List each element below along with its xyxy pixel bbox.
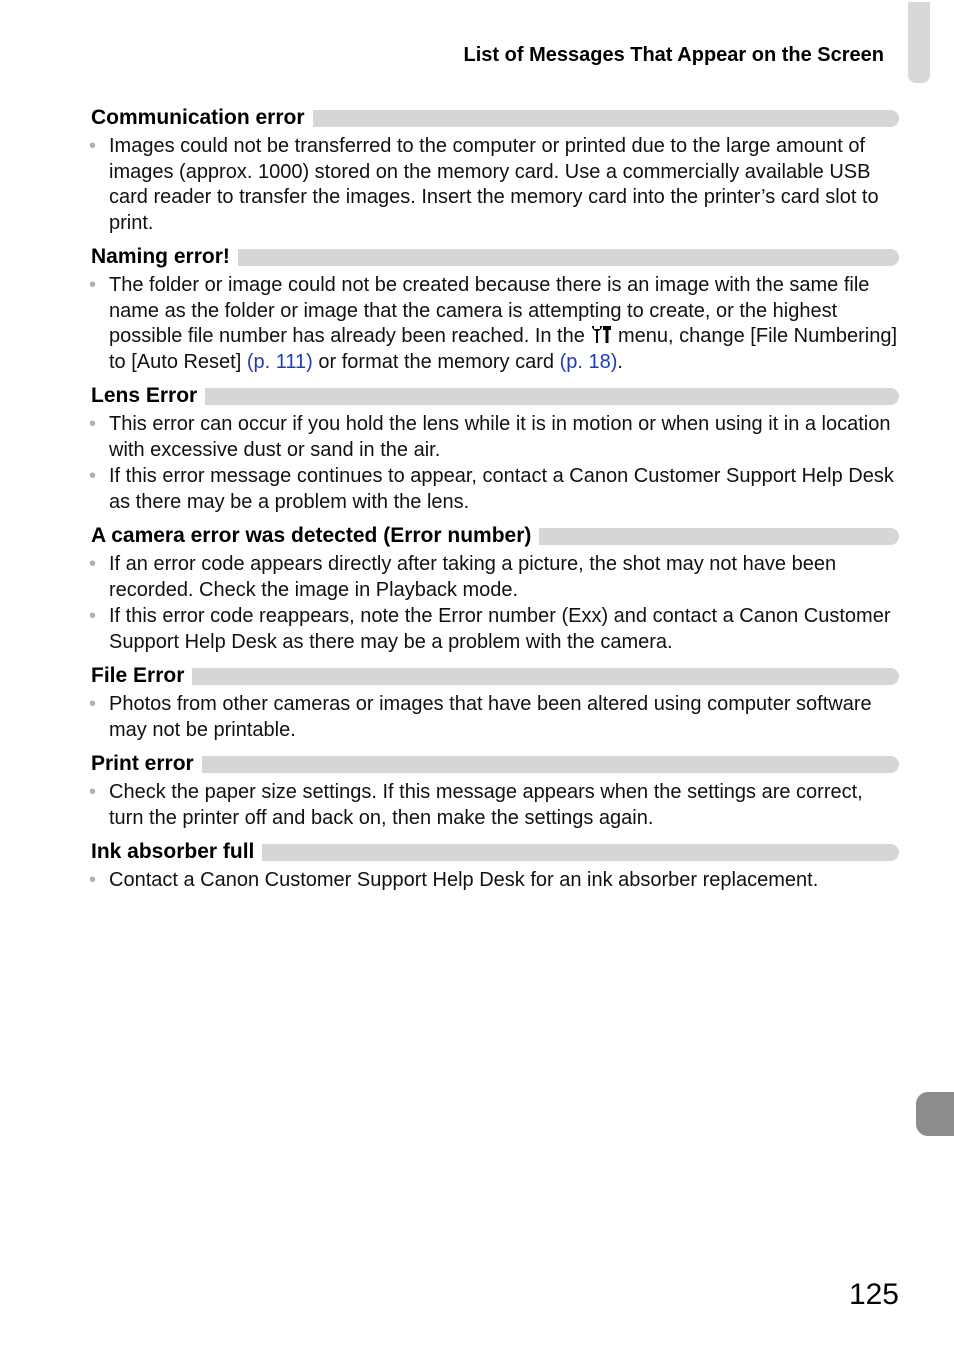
section-heading xyxy=(91,382,899,410)
section-communication-error xyxy=(91,104,899,243)
section-title: Communication error xyxy=(91,106,305,129)
section-heading xyxy=(91,750,899,778)
heading-bar xyxy=(313,110,899,127)
list-item: • Check the paper size settings. If this message appears when the settings are correct, turn the printer off and back on, then make the settings again. xyxy=(91,780,899,831)
message-list xyxy=(91,104,899,901)
heading-bar xyxy=(202,756,899,773)
section-heading xyxy=(91,662,899,690)
section-heading xyxy=(91,838,899,866)
section-title: Naming error! xyxy=(91,245,230,268)
chapter-tab-top xyxy=(908,2,930,83)
section-title: A camera error was detected (Error number) xyxy=(91,524,532,547)
section-file-error xyxy=(91,662,899,750)
list-item: • Photos from other cameras or images that have been altered using computer software may not be printable. xyxy=(91,692,899,743)
list-item: • Contact a Canon Customer Support Help Desk for an ink absorber replacement. xyxy=(91,868,899,894)
section-title: Ink absorber full xyxy=(91,840,255,863)
text-fragment: or format the memory card xyxy=(312,350,560,373)
list-item: • If this error code reappears, note the Error number (Exx) and contact a Canon Customer Support Help Desk as there may be a problem with the camera. xyxy=(91,604,899,655)
text-fragment: The folder or image could not be created because there is an image with the same file name as the folder or image that the camera is attempting to create, or the highest possible file number has already been reached. In the xyxy=(109,274,870,347)
heading-bar xyxy=(262,844,899,861)
list-item: • If an error code appears directly after taking a picture, the shot may not have been recorded. Check the image in Playback mode. xyxy=(91,552,899,603)
wrench-hammer-icon xyxy=(590,324,612,344)
heading-bar xyxy=(192,668,899,685)
section-title: File Error xyxy=(91,664,185,687)
section-heading xyxy=(91,104,899,132)
section-title: Lens Error xyxy=(91,384,198,407)
text-fragment: . xyxy=(617,350,623,373)
list-item: • If this error message continues to appear, contact a Canon Customer Support Help Desk as there may be a problem with the lens. xyxy=(91,464,899,515)
section-naming-error xyxy=(91,243,899,382)
section-lens-error xyxy=(91,382,899,522)
page-link-18[interactable]: (p. 18) xyxy=(559,350,618,373)
chapter-tab-side xyxy=(916,1092,954,1136)
list-item: • Images could not be transferred to the computer or printed due to the large amount of images (approx. 1000) stored on the memory card. Use a commercially available USB card reader to transfer the images. Insert the memory card into the printer’s card slot to print. xyxy=(91,134,899,236)
section-heading xyxy=(91,522,899,550)
page-link-111[interactable]: (p. 111) xyxy=(246,350,313,373)
heading-bar xyxy=(539,528,899,545)
section-title: Print error xyxy=(91,752,194,775)
list-item xyxy=(91,273,899,375)
section-ink-absorber-full xyxy=(91,838,899,901)
heading-bar xyxy=(238,249,899,266)
section-camera-error xyxy=(91,522,899,662)
running-header: List of Messages That Appear on the Screen xyxy=(463,44,884,66)
list-item: • This error can occur if you hold the lens while it is in motion or when using it in a location with excessive dust or sand in the air. xyxy=(91,412,899,463)
section-heading xyxy=(91,243,899,271)
text-fragment: menu, change [File Numbering] to [Auto Reset] xyxy=(109,325,898,373)
section-print-error xyxy=(91,750,899,838)
page-number: 125 xyxy=(848,1278,899,1311)
heading-bar xyxy=(205,388,899,405)
